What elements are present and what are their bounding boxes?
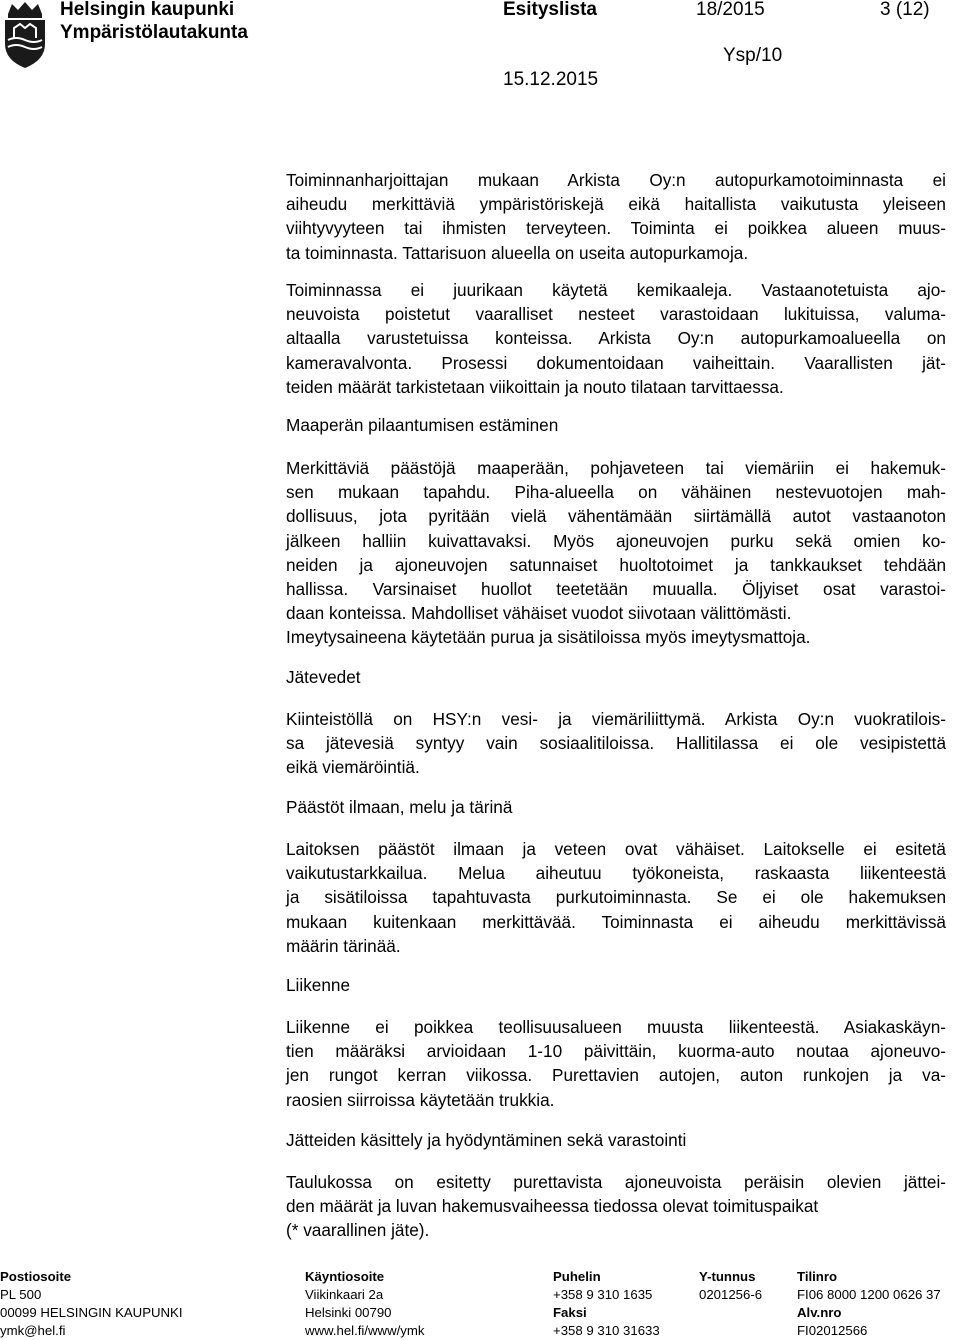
paragraph-traffic: Liikenne ei poikkea teollisuusalueen muusta liikenteestä. Asiakaskäyn- tien määräksi arvioidaan 1-10 päivittäin, kuorma-auto noutaa ajoneuvo- jen rungot kerran viikossa. Purettavien autojen, auton runkojen ja va- raosien siirroissa käytetään trukkia. [286,1017,946,1110]
heading-waste-handling: Jätteiden käsittely ja hyödyntäminen sekä varastointi [286,1130,687,1150]
meeting-date: 15.12.2015 [503,69,599,90]
paragraph-risks: Toiminnanharjoittajan mukaan Arkista Oy:n autopurkamotoiminnasta ei aiheudu merkittäviä ympäristöriskejä eikä haitallista vaikutusta yleiseen viihtyvyyteen tai ihmisten terveyteen. Toiminta ei poikkea alueen muus- ta toiminnasta. Tattarisuon alueella on useita autopurkamoja. [286,170,946,263]
footer-email-link[interactable]: ymk@hel.fi [0,1323,66,1338]
heading-traffic: Liikenne [286,975,351,995]
paragraph-waste-handling: Taulukossa on esitetty purettavista ajoneuvoista peräisin olevien jättei- den määrät ja luvan hakemusvaiheessa tiedossa olevat toimituspaikat (* vaarallinen jäte). [286,1172,946,1241]
heading-wastewater: Jätevedet [286,667,361,687]
footer-business-id: Y-tunnus 0201256-6 [699,1269,763,1302]
footer-visit: Käyntiosoite Viikinkaari 2a Helsinki 00790 www.hel.fi/www/ymk [305,1269,425,1338]
paragraph-wastewater: Kiinteistöllä on HSY:n vesi- ja viemäriliittymä. Arkista Oy:n vuokratilois- sa jätevesiä syntyy vain sosiaalitiloissa. Hallitilassa ei ole vesipistettä eikä viemäröintiä. [286,709,946,778]
section-code: Ysp/10 [723,45,783,66]
heading-emissions: Päästöt ilmaan, melu ja tärinä [286,797,513,817]
footer-website-link[interactable]: www.hel.fi/www/ymk [305,1323,425,1338]
paragraph-emissions: Laitoksen päästöt ilmaan ja veteen ovat vähäiset. Laitokselle ei esitetä vaikutustarkkailua. Melua aiheutuu työkoneista, raskaasta liikenteestä ja sisätiloissa tapahtuvasta purkutoiminnasta. Se ei ole hakemuksen mukaan kuitenkaan merkittävää. Toiminnasta ei aiheudu merkittävissä määrin tärinää. [286,839,946,956]
page-number: 3 (12) [880,0,930,20]
heading-soil: Maaperän pilaantumisen estäminen [286,415,559,435]
doc-number: 18/2015 [696,0,765,20]
footer-account: Tilinro FI06 8000 1200 0626 37 Alv.nro FI02012566 [797,1269,941,1338]
footer-postal: Postiosoite PL 500 00099 HELSINGIN KAUPUNKI ymk@hel.fi [0,1269,183,1338]
paragraph-chemicals: Toiminnassa ei juurikaan käytetä kemikaaleja. Vastaanotetuista ajo- neuvoista poistetut vaaralliset nesteet varastoidaan lukituissa, valuma- altaalla varustetuissa konteissa. Arkista Oy:n autopurkamoalueella on kameravalvonta. Prosessi dokumentoidaan vaiheittain. Vaarallisten jät- teiden määrät tarkistetaan viikoittain ja nouto tilataan tarvittaessa. [286,280,946,397]
paragraph-soil: Merkittäviä päästöjä maaperään, pohjaveteen tai viemäriin ei hakemuk- sen mukaan tapahdu. Piha-alueella on vähäinen nestevuotojen mah- dollisuus, jota pyritään vielä vähentämään siirtämällä autot vastaanoton jälkeen halliin kuivattavaksi. Myös ajoneuvojen purku sekä omien ko- neiden ja ajoneuvojen satunnaiset huoltotoimet ja tankkaukset tehdään hallissa. Varsinaiset huollot teetetään muualla. Öljyiset osat varastoi- daan konteissa. Mahdolliset vähäiset vuodot siivotaan välittömästi. Imeytysaineena käytetään purua ja sisätiloissa myös imeytysmattoja. [286,458,946,648]
helsinki-crest-icon [0,0,50,70]
org-name: Helsingin kaupunki [60,0,235,20]
committee-name: Ympäristölautakunta [60,22,248,43]
footer-phone: Puhelin +358 9 310 1635 Faksi +358 9 310 31633 [553,1269,660,1338]
doc-type: Esityslista [503,0,597,20]
